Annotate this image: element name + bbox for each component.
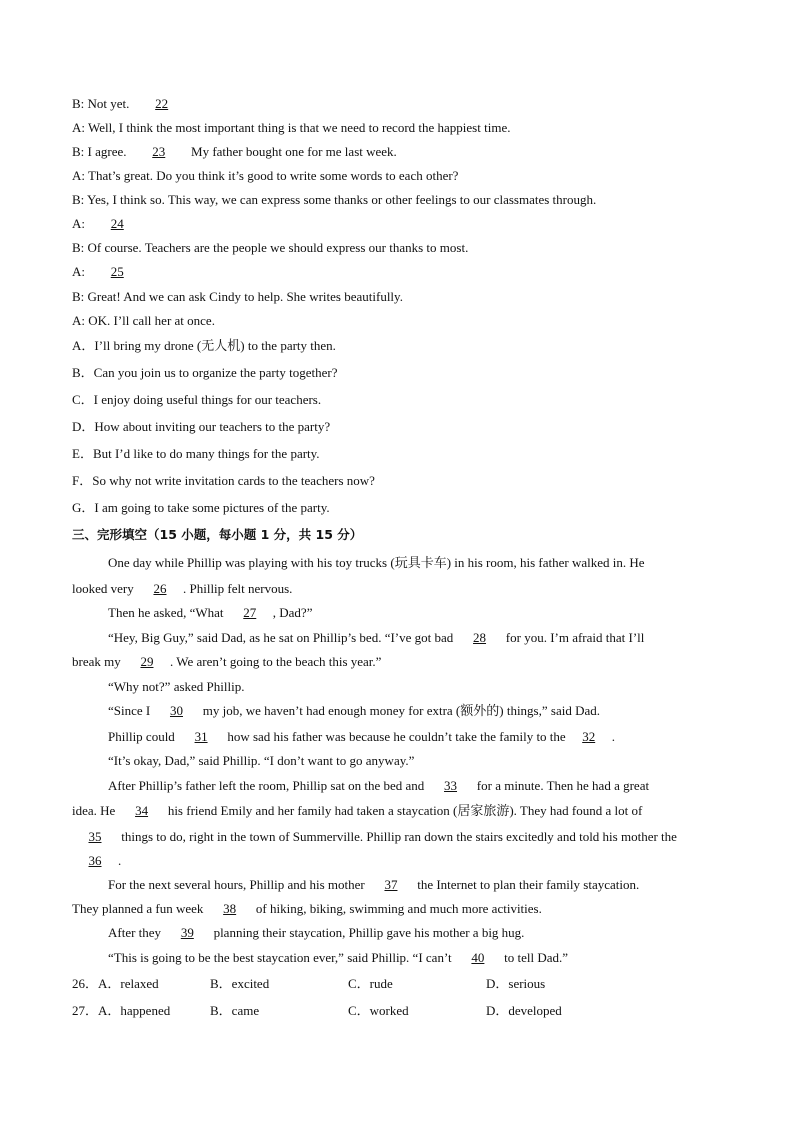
passage-line [72, 654, 381, 670]
option-item: B．Can you join us to organize the party together? [72, 365, 338, 380]
passage-line [72, 803, 642, 819]
passage-text: . [611, 729, 615, 744]
passage-line [108, 703, 600, 719]
passage-text: looked very [72, 581, 137, 596]
question-number: 27． [72, 1003, 99, 1018]
option-item: A．I’ll bring my drone (无人机) to the party then. [72, 338, 336, 353]
dialogue-line [72, 144, 397, 160]
passage-text: “Why not?” asked Phillip. [108, 679, 245, 694]
passage-text: One day while Phillip was playing with his toy trucks (玩具卡车) in his room, his father walked in. He [108, 555, 645, 570]
dialogue-line [72, 192, 596, 208]
dialogue-text: B: Great! And we can ask Cindy to help. She writes beautifully. [72, 289, 403, 304]
dialogue-line [72, 240, 468, 256]
answer-blank: 25 [110, 264, 124, 279]
dialogue-text: A: [72, 216, 89, 231]
dialogue-text: My father bought one for me last week. [187, 144, 397, 159]
cloze-blank: 36 [88, 853, 102, 868]
question-option: D．developed [486, 1003, 562, 1018]
cloze-blank: 29 [140, 654, 154, 669]
cloze-blank: 30 [169, 703, 183, 718]
passage-text: They planned a fun week [72, 901, 207, 916]
dialogue-line [72, 264, 146, 280]
passage-text: my job, we haven’t had enough money for extra (额外的) things,” said Dad. [199, 703, 600, 718]
dialogue-text: A: Well, I think the most important thing is that we need to record the happiest time. [72, 120, 511, 135]
passage-line [72, 901, 542, 917]
passage-line [108, 778, 649, 794]
passage-text: . [118, 853, 122, 868]
cloze-blank: 34 [135, 803, 149, 818]
cloze-blank: 26 [153, 581, 167, 596]
passage-text: After Phillip’s father left the room, Phillip sat on the bed and [108, 778, 428, 793]
passage-text: After they [108, 925, 165, 940]
option-item: G．I am going to take some pictures of the party. [72, 500, 330, 515]
question-number-and-option [72, 1003, 170, 1019]
passage-line [108, 630, 644, 646]
passage-line [108, 555, 645, 571]
dialogue-text: A: That’s great. Do you think it’s good to write some words to each other? [72, 168, 459, 183]
passage-line [108, 753, 414, 769]
passage-line [108, 925, 524, 941]
dialogue-line [72, 96, 191, 112]
dialogue-text: B: I agree. [72, 144, 130, 159]
passage-text: Then he asked, “What [108, 605, 227, 620]
passage-text: how sad his father was because he couldn’t take the family to the [224, 729, 566, 744]
cloze-blank: 38 [223, 901, 237, 916]
dialogue-text: B: Not yet. [72, 96, 133, 111]
passage-line [108, 679, 244, 695]
passage-line [108, 605, 312, 621]
passage-text: . Phillip felt nervous. [182, 581, 293, 596]
question-option: B．came [210, 1003, 260, 1018]
option-item: F．So why not write invitation cards to the teachers now? [72, 473, 375, 488]
passage-text: “This is going to be the best staycation ever,” said Phillip. “I can’t [108, 950, 455, 965]
passage-text: for you. I’m afraid that I’ll [502, 630, 645, 645]
passage-text: things to do, right in the town of Summerville. Phillip ran down the stairs excitedly and told his mother the [118, 829, 677, 844]
question-number: 26． [72, 976, 99, 991]
section-title: 三、完形填空（15 小题，每小题 1 分，共 15 分） [72, 527, 363, 542]
passage-text: Phillip could [108, 729, 179, 744]
passage-line [72, 581, 292, 597]
passage-text: the Internet to plan their family staycation. [413, 877, 640, 892]
dialogue-line [72, 168, 458, 184]
cloze-blank: 32 [582, 729, 596, 744]
passage-text: his friend Emily and her family had taken a staycation (居家旅游). They had found a lot of [164, 803, 643, 818]
dialogue-text: B: Yes, I think so. This way, we can express some thanks or other feelings to our classmates through. [72, 192, 597, 207]
option-label: A．relaxed [98, 976, 159, 991]
passage-line [108, 729, 615, 745]
cloze-blank: 27 [243, 605, 257, 620]
question-number-and-option [72, 976, 159, 992]
dialogue-line [72, 289, 403, 305]
passage-line [108, 877, 639, 893]
passage-text: of hiking, biking, swimming and much more activities. [252, 901, 542, 916]
cloze-blank: 28 [473, 630, 487, 645]
passage-text: . We aren’t going to the beach this year.” [169, 654, 382, 669]
passage-text: to tell Dad.” [500, 950, 569, 965]
cloze-blank: 39 [180, 925, 194, 940]
dialogue-text: A: OK. I’ll call her at once. [72, 313, 215, 328]
passage-text: “It’s okay, Dad,” said Phillip. “I don’t want to go anyway.” [108, 753, 415, 768]
passage-text: for a minute. Then he had a great [473, 778, 650, 793]
question-option: B．excited [210, 976, 270, 991]
answer-blank: 22 [155, 96, 169, 111]
dialogue-line [72, 216, 146, 232]
passage-line [72, 829, 677, 845]
passage-text: idea. He [72, 803, 119, 818]
question-option: C．rude [348, 976, 393, 991]
cloze-blank: 37 [384, 877, 398, 892]
passage-text: For the next several hours, Phillip and his mother [108, 877, 368, 892]
passage-text: planning their staycation, Phillip gave his mother a big hug. [210, 925, 525, 940]
dialogue-text: A: [72, 264, 89, 279]
answer-blank: 24 [110, 216, 124, 231]
option-label: A．happened [98, 1003, 171, 1018]
passage-line [108, 950, 568, 966]
cloze-blank: 35 [88, 829, 102, 844]
option-item: D．How about inviting our teachers to the party? [72, 419, 331, 434]
dialogue-text: B: Of course. Teachers are the people we should express our thanks to most. [72, 240, 469, 255]
option-item: E．But I’d like to do many things for the party. [72, 446, 320, 461]
passage-line [72, 853, 121, 869]
dialogue-line [72, 120, 510, 136]
passage-text: , Dad?” [272, 605, 313, 620]
option-item: C．I enjoy doing useful things for our teachers. [72, 392, 322, 407]
dialogue-line [72, 313, 215, 329]
cloze-blank: 33 [444, 778, 458, 793]
question-option: C．worked [348, 1003, 409, 1018]
question-option: D．serious [486, 976, 546, 991]
passage-text: break my [72, 654, 124, 669]
cloze-blank: 31 [194, 729, 208, 744]
passage-text: “Since I [108, 703, 154, 718]
cloze-blank: 40 [471, 950, 485, 965]
answer-blank: 23 [152, 144, 166, 159]
passage-text: “Hey, Big Guy,” said Dad, as he sat on Phillip’s bed. “I’ve got bad [108, 630, 457, 645]
